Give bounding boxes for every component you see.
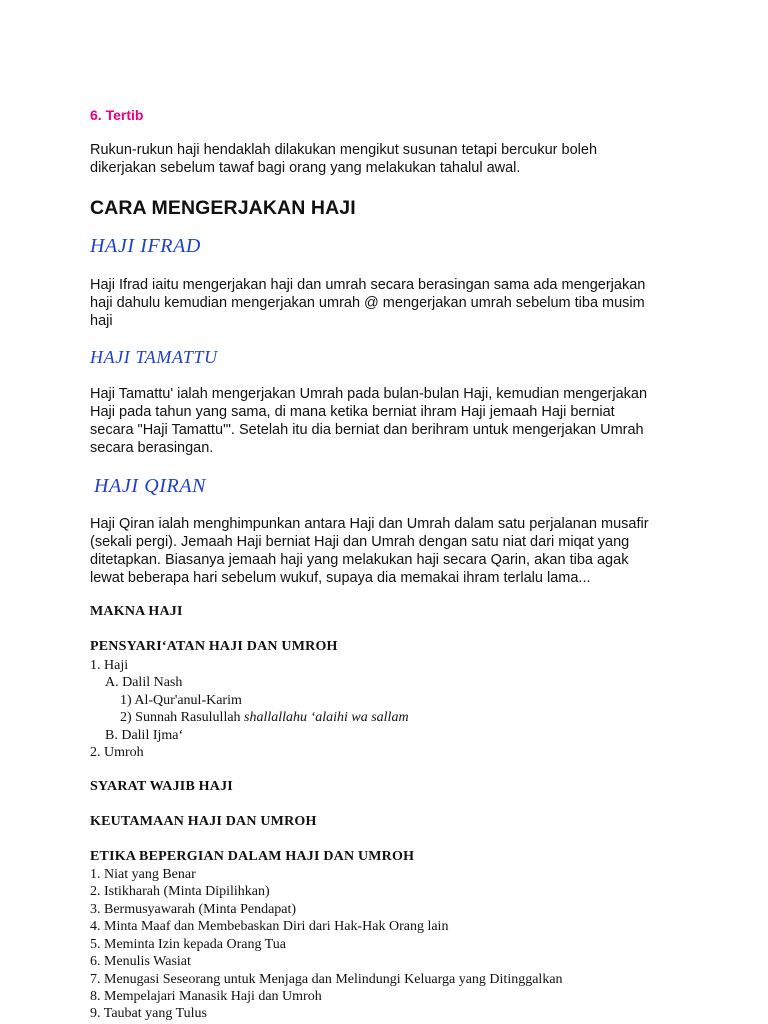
- syarat-heading: SYARAT WAJIB HAJI: [90, 779, 233, 794]
- tamattu-line-3: secara "Haji Tamattu'". Setelah itu dia berniat dan berihram untuk mengerjakan Umrah: [90, 422, 644, 438]
- ifrad-heading: HAJI IFRAD: [90, 235, 201, 257]
- ifrad-line-3: haji: [90, 313, 113, 329]
- pensyariatan-heading: PENSYARI‘ATAN HAJI DAN UMROH: [90, 639, 338, 654]
- etika-item: 1. Niat yang Benar: [90, 867, 196, 882]
- pensyariatan-item-umroh: 2. Umroh: [90, 745, 144, 760]
- etika-item: 7. Menugasi Seseorang untuk Menjaga dan Melindungi Keluarga yang Ditinggalkan: [90, 972, 563, 987]
- pensyariatan-item-dalil-ijma: B. Dalil Ijma‘: [105, 728, 184, 743]
- tertib-heading: 6. Tertib: [90, 107, 144, 123]
- ifrad-line-1: Haji Ifrad iaitu mengerjakan haji dan umrah secara berasingan sama ada mengerjakan: [90, 277, 646, 293]
- makna-heading: MAKNA HAJI: [90, 604, 183, 619]
- qiran-line-2: (sekali pergi). Jemaah Haji berniat Haji dan Umrah dengan satu niat dari miqat yang: [90, 534, 630, 550]
- etika-item: 3. Bermusyawarah (Minta Pendapat): [90, 902, 297, 917]
- tamattu-line-4: secara berasingan.: [90, 440, 214, 456]
- tertib-line-2: dikerjakan sebelum tawaf bagi orang yang melakukan tahalul awal.: [90, 160, 521, 176]
- qiran-line-4: lewat beberapa hari sebelum wukuf, supaya dia memakai ihram terlalu lama...: [90, 570, 591, 586]
- tamattu-heading: HAJI TAMATTU: [90, 347, 218, 367]
- cara-heading: CARA MENGERJAKAN HAJI: [90, 197, 356, 219]
- etika-heading: ETIKA BEPERGIAN DALAM HAJI DAN UMROH: [90, 849, 415, 864]
- etika-item: 8. Mempelajari Manasik Haji dan Umroh: [90, 989, 322, 1004]
- qiran-line-3: ditetapkan. Biasanya jemaah haji yang melakukan haji secara Qarin, akan tiba agak: [90, 552, 629, 568]
- qiran-heading: HAJI QIRAN: [94, 475, 207, 497]
- sunnah-italic: shallallahu ‘alaihi wa sallam: [244, 710, 409, 725]
- tamattu-line-2: Haji pada tahun yang sama, di mana ketika berniat ihram Haji jemaah Haji berniat: [90, 404, 615, 420]
- sunnah-prefix: 2) Sunnah Rasulullah: [120, 710, 245, 725]
- tamattu-line-1: Haji Tamattu' ialah mengerjakan Umrah pada bulan-bulan Haji, kemudian mengerjakan: [90, 386, 648, 402]
- ifrad-line-2: haji dahulu kemudian mengerjakan umrah @ mengerjakan umrah sebelum tiba musim: [90, 295, 645, 311]
- keutamaan-heading: KEUTAMAAN HAJI DAN UMROH: [90, 814, 317, 829]
- tertib-line-1: Rukun-rukun haji hendaklah dilakukan mengikut susunan tetapi bercukur boleh: [90, 142, 598, 158]
- document-page: [90, 0, 690, 1024]
- pensyariatan-item-sunnah: [90, 709, 409, 727]
- pensyariatan-item-haji: 1. Haji: [90, 658, 129, 673]
- etika-item: 9. Taubat yang Tulus: [90, 1006, 207, 1021]
- etika-item: 2. Istikharah (Minta Dipilihkan): [90, 884, 270, 899]
- etika-item: 5. Meminta Izin kepada Orang Tua: [90, 937, 286, 952]
- pensyariatan-item-quran: 1) Al-Qur'anul-Karim: [120, 693, 242, 708]
- etika-item: 4. Minta Maaf dan Membebaskan Diri dari Hak-Hak Orang lain: [90, 919, 449, 934]
- etika-item: 6. Menulis Wasiat: [90, 954, 191, 969]
- qiran-line-1: Haji Qiran ialah menghimpunkan antara Haji dan Umrah dalam satu perjalanan musafir: [90, 516, 649, 532]
- pensyariatan-item-dalil-nash: A. Dalil Nash: [105, 675, 183, 690]
